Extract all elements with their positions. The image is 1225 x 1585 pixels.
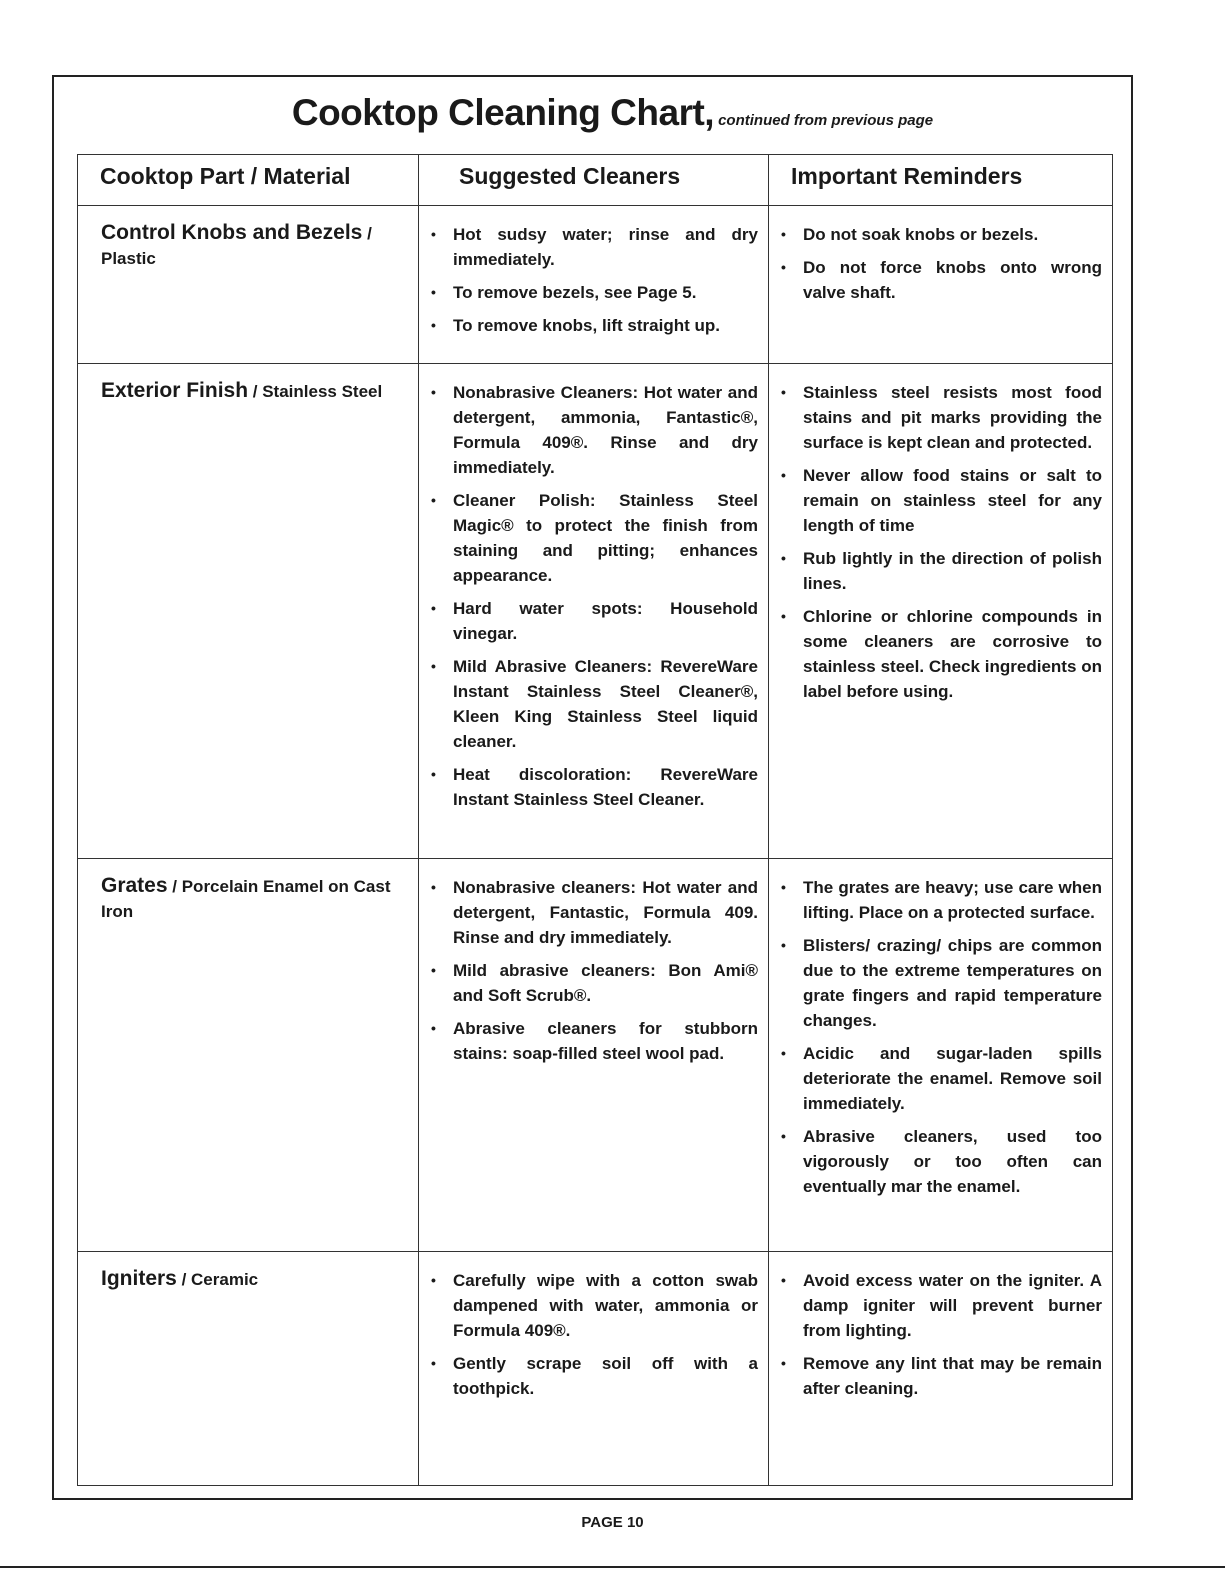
list-item: • Avoid excess water on the igniter. A damp igniter will prevent burner from lighting. [779,1268,1102,1343]
header-important-reminders: Important Reminders [769,155,1113,206]
list-item: • Carefully wipe with a cotton swab dampened with water, ammonia or Formula 409®. [429,1268,758,1343]
reminders-cell [769,206,1113,364]
list-item: • Hard water spots: Household vinegar. [429,596,758,646]
list-item: • Cleaner Polish: Stainless Steel Magic® to protect the finish from staining and pitting; enhances appearance. [429,488,758,588]
list-item: • Blisters/ crazing/ chips are common due to the extreme temperatures on grate fingers and rapid temperature changes. [779,933,1102,1033]
table-header-row [78,155,1113,206]
cleaning-chart-table [77,154,1113,1486]
part-cell [78,1252,419,1486]
cleaners-cell [419,206,769,364]
header-part-material: Cooktop Part / Material [78,155,419,206]
list-item: • Never allow food stains or salt to remain on stainless steel for any length of time [779,463,1102,538]
list-item: • Nonabrasive cleaners: Hot water and detergent, Fantastic, Formula 409. Rinse and dry immediately. [429,875,758,950]
part-name: Igniters [101,1267,177,1290]
list-item: • Do not force knobs onto wrong valve shaft. [779,255,1102,305]
cleaners-cell [419,859,769,1252]
chart-title-continued: continued from previous page [718,112,934,129]
list-item: • Chlorine or chlorine compounds in some cleaners are corrosive to stainless steel. Check ingredients on label before using. [779,604,1102,704]
list-item: • To remove knobs, lift straight up. [429,313,758,338]
reminders-cell [769,364,1113,859]
list-item: • Do not soak knobs or bezels. [779,222,1102,247]
part-cell [78,206,419,364]
table-row [78,206,1113,364]
page-number: PAGE 10 [581,1514,644,1531]
list-item: • Stainless steel resists most food stains and pit marks providing the surface is kept clean and protected. [779,380,1102,455]
chart-title [0,92,1225,134]
chart-title-main: Cooktop Cleaning Chart, [291,92,715,133]
part-material: / Stainless Steel [248,382,383,401]
bottom-divider [0,1566,1225,1568]
list-item: • Mild Abrasive Cleaners: RevereWare Instant Stainless Steel Cleaner®, Kleen King Stainless Steel liquid cleaner. [429,654,758,754]
list-item: • Acidic and sugar-laden spills deteriorate the enamel. Remove soil immediately. [779,1041,1102,1116]
list-item: • Remove any lint that may be remain after cleaning. [779,1351,1102,1401]
list-item: • Nonabrasive Cleaners: Hot water and detergent, ammonia, Fantastic®, Formula 409®. Rinse and dry immediately. [429,380,758,480]
table-row [78,1252,1113,1486]
list-item: • To remove bezels, see Page 5. [429,280,758,305]
reminders-cell [769,1252,1113,1486]
list-item: • Abrasive cleaners, used too vigorously or too often can eventually mar the enamel. [779,1124,1102,1199]
list-item: • Abrasive cleaners for stubborn stains: soap-filled steel wool pad. [429,1016,758,1066]
part-cell [78,859,419,1252]
part-name: Exterior Finish [101,379,249,402]
part-material: / Plastic [101,224,372,268]
list-item: • Heat discoloration: RevereWare Instant Stainless Steel Cleaner. [429,762,758,812]
list-item: • Mild abrasive cleaners: Bon Ami® and Soft Scrub®. [429,958,758,1008]
list-item: • Gently scrape soil off with a toothpick. [429,1351,758,1401]
table-row [78,859,1113,1252]
list-item: • The grates are heavy; use care when lifting. Place on a protected surface. [779,875,1102,925]
list-item: • Rub lightly in the direction of polish lines. [779,546,1102,596]
part-material: / Ceramic [176,1270,259,1289]
header-suggested-cleaners: Suggested Cleaners [419,155,769,206]
cleaners-cell [419,364,769,859]
reminders-cell [769,859,1113,1252]
table-row [78,364,1113,859]
part-name: Control Knobs and Bezels [101,221,363,244]
list-item: • Hot sudsy water; rinse and dry immediately. [429,222,758,272]
part-name: Grates [101,874,168,897]
part-cell [78,364,419,859]
cleaners-cell [419,1252,769,1486]
part-material: / Porcelain Enamel on Cast Iron [101,877,391,921]
